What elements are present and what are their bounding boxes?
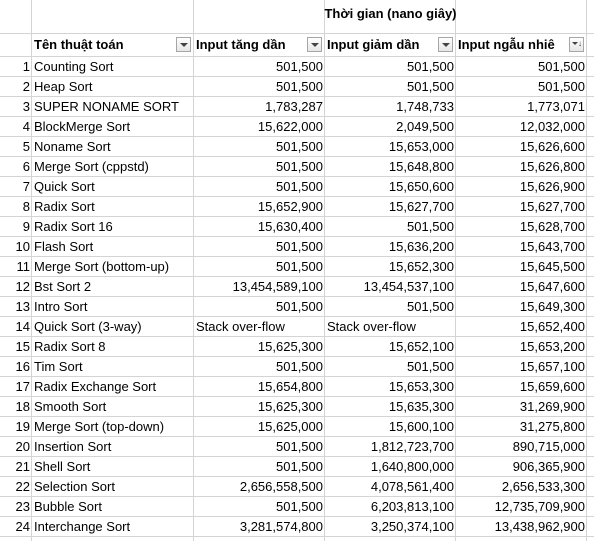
table-row	[0, 137, 594, 157]
random-time-cell[interactable]: 15,645,500	[519, 259, 585, 274]
random-time-cell[interactable]: 31,275,800	[519, 419, 585, 434]
row-number-cell[interactable]: 14	[15, 319, 30, 334]
algorithm-name-cell[interactable]: Shell Sort	[34, 459, 91, 474]
decreasing-time-cell[interactable]: 15,627,700	[388, 199, 454, 214]
algorithm-name-cell[interactable]: Radix Sort 16	[34, 219, 113, 234]
increasing-time-cell[interactable]: 15,625,300	[257, 339, 323, 354]
row-number-cell[interactable]: 8	[22, 199, 30, 214]
row-number-cell[interactable]: 3	[22, 99, 30, 114]
row-number-cell[interactable]: 11	[16, 259, 30, 274]
decreasing-time-cell[interactable]: 15,650,600	[388, 179, 454, 194]
table-row	[0, 317, 594, 337]
algorithm-name-cell[interactable]: Merge Sort (bottom-up)	[34, 259, 170, 274]
increasing-time-cell[interactable]: 501,500	[276, 239, 323, 254]
random-time-cell[interactable]: 501,500	[538, 59, 585, 74]
header-cell-algorithm[interactable]	[32, 34, 194, 56]
increasing-time-cell[interactable]: 13,454,589,100	[232, 279, 323, 294]
decreasing-time-cell[interactable]: 2,049,500	[396, 119, 454, 134]
increasing-time-cell[interactable]: 501,500	[276, 179, 323, 194]
decreasing-time-cell[interactable]: Stack over-flow	[327, 319, 416, 334]
algorithm-name-cell[interactable]: Intro Sort	[34, 299, 88, 314]
table-row	[0, 377, 594, 397]
random-time-cell[interactable]: 12,032,000	[519, 119, 585, 134]
algorithm-name-cell[interactable]: Tim Sort	[34, 359, 83, 374]
header-label-decreasing: Input giảm dần	[327, 37, 420, 52]
table-row	[0, 357, 594, 377]
random-time-cell[interactable]: 15,659,600	[519, 379, 585, 394]
table-row	[0, 497, 594, 517]
decreasing-time-cell[interactable]: 15,652,100	[388, 339, 454, 354]
table-row	[0, 197, 594, 217]
increasing-time-cell[interactable]: 15,630,400	[257, 219, 323, 234]
header-cell-decreasing[interactable]	[325, 34, 456, 56]
row-number-cell[interactable]: 19	[15, 419, 30, 434]
algorithm-name-cell[interactable]: Radix Sort 8	[34, 339, 106, 354]
decreasing-time-cell[interactable]: 1,812,723,700	[370, 439, 454, 454]
decreasing-time-cell[interactable]: 15,653,000	[388, 139, 454, 154]
table-row	[0, 277, 594, 297]
table-row	[0, 517, 594, 537]
random-time-cell[interactable]: 12,735,709,900	[494, 499, 585, 514]
decreasing-time-cell[interactable]: 15,648,800	[388, 159, 454, 174]
row-number-cell[interactable]: 5	[22, 139, 30, 154]
table-row	[0, 297, 594, 317]
decreasing-time-cell[interactable]: 1,640,800,000	[370, 459, 454, 474]
random-time-cell[interactable]: 15,649,300	[519, 299, 585, 314]
table-row	[0, 417, 594, 437]
algorithm-name-cell[interactable]: BlockMerge Sort	[34, 119, 131, 134]
row-number-cell[interactable]: 20	[15, 439, 30, 454]
algorithm-name-cell[interactable]: SUPER NONAME SORT	[34, 99, 179, 114]
random-time-cell[interactable]: 15,626,600	[519, 139, 585, 154]
algorithm-name-cell[interactable]: Bubble Sort	[34, 499, 102, 514]
decreasing-time-cell[interactable]: 15,635,300	[388, 399, 454, 414]
increasing-time-cell[interactable]: 501,500	[276, 299, 323, 314]
random-time-cell[interactable]: 15,627,700	[519, 199, 585, 214]
row-number-cell[interactable]: 4	[22, 119, 30, 134]
increasing-time-cell[interactable]: 501,500	[276, 159, 323, 174]
increasing-time-cell[interactable]: 2,656,558,500	[239, 479, 323, 494]
increasing-time-cell[interactable]: 501,500	[276, 459, 323, 474]
decreasing-time-cell[interactable]: 6,203,813,100	[370, 499, 454, 514]
random-time-cell[interactable]: 15,643,700	[519, 239, 585, 254]
table-row	[0, 237, 594, 257]
table-row	[0, 217, 594, 237]
decreasing-time-cell[interactable]: 15,600,100	[388, 419, 454, 434]
row-number-cell[interactable]: 15	[15, 339, 30, 354]
row-number-cell[interactable]: 16	[15, 359, 30, 374]
table-row	[0, 97, 594, 117]
filter-dropdown-icon[interactable]	[176, 37, 191, 52]
algorithm-name-cell[interactable]: Selection Sort	[34, 479, 115, 494]
group-title-cell[interactable]: Thời gian (nano giây)	[324, 6, 457, 21]
decreasing-time-cell[interactable]: 3,250,374,100	[370, 519, 454, 534]
algorithm-name-cell[interactable]: Merge Sort (cppstd)	[34, 159, 149, 174]
sort-filter-icon[interactable]: ↓	[569, 37, 584, 52]
row-number-cell[interactable]: 12	[15, 279, 30, 294]
row-number-cell[interactable]: 13	[15, 299, 30, 314]
table-row	[0, 477, 594, 497]
random-time-cell[interactable]: 501,500	[538, 79, 585, 94]
random-time-cell[interactable]: 15,657,100	[519, 359, 585, 374]
decreasing-time-cell[interactable]: 4,078,561,400	[370, 479, 454, 494]
algorithm-name-cell[interactable]: Interchange Sort	[34, 519, 131, 534]
increasing-time-cell[interactable]: 15,625,300	[257, 399, 323, 414]
header-cell-random[interactable]	[456, 34, 587, 56]
filter-dropdown-icon[interactable]	[307, 37, 322, 52]
random-time-cell[interactable]: 15,628,700	[519, 219, 585, 234]
row-number-cell[interactable]: 7	[22, 179, 30, 194]
algorithm-name-cell[interactable]: Counting Sort	[34, 59, 114, 74]
algorithm-name-cell[interactable]: Insertion Sort	[34, 439, 112, 454]
row-number-cell[interactable]: 22	[15, 479, 30, 494]
row-number-cell[interactable]: 18	[15, 399, 30, 414]
table-row	[0, 397, 594, 417]
algorithm-name-cell[interactable]: Heap Sort	[34, 79, 93, 94]
random-time-cell[interactable]: 890,715,000	[512, 439, 585, 454]
algorithm-name-cell[interactable]: Noname Sort	[34, 139, 111, 154]
header-cell-increasing[interactable]	[194, 34, 325, 56]
row-number-cell[interactable]: 9	[22, 219, 30, 234]
table-row	[0, 57, 594, 77]
row-number-cell[interactable]: 1	[22, 59, 30, 74]
algorithm-name-cell[interactable]: Smooth Sort	[34, 399, 107, 414]
row-number-cell[interactable]: 2	[22, 79, 30, 94]
algorithm-name-cell[interactable]: Radix Sort	[34, 199, 95, 214]
decreasing-time-cell[interactable]: 1,748,733	[396, 99, 454, 114]
increasing-time-cell[interactable]: 15,654,800	[257, 379, 323, 394]
random-time-cell[interactable]: 906,365,900	[512, 459, 585, 474]
increasing-time-cell[interactable]: 1,783,287	[265, 99, 323, 114]
increasing-time-cell[interactable]: 15,625,000	[257, 419, 323, 434]
increasing-time-cell[interactable]: 501,500	[276, 359, 323, 374]
table-row	[0, 337, 594, 357]
header-label-algorithm: Tên thuật toán	[34, 37, 124, 52]
random-time-cell[interactable]: 1,773,071	[527, 99, 585, 114]
decreasing-time-cell[interactable]: 15,653,300	[388, 379, 454, 394]
increasing-time-cell[interactable]: 501,500	[276, 59, 323, 74]
algorithm-name-cell[interactable]: Flash Sort	[34, 239, 94, 254]
increasing-time-cell[interactable]: 15,652,900	[257, 199, 323, 214]
random-time-cell[interactable]: 15,652,400	[519, 319, 585, 334]
random-time-cell[interactable]: 13,438,962,900	[494, 519, 585, 534]
filter-dropdown-icon[interactable]	[438, 37, 453, 52]
table-row	[0, 177, 594, 197]
row-number-cell[interactable]: 21	[15, 459, 30, 474]
decreasing-time-cell[interactable]: 501,500	[407, 299, 454, 314]
random-time-cell[interactable]: 15,653,200	[519, 339, 585, 354]
increasing-time-cell[interactable]: 501,500	[276, 139, 323, 154]
decreasing-time-cell[interactable]: 501,500	[407, 59, 454, 74]
decreasing-time-cell[interactable]: 501,500	[407, 79, 454, 94]
random-time-cell[interactable]: 15,626,900	[519, 179, 585, 194]
increasing-time-cell[interactable]: 501,500	[276, 79, 323, 94]
row-number-cell[interactable]: 6	[22, 159, 30, 174]
increasing-time-cell[interactable]: 501,500	[276, 499, 323, 514]
header-label-random: Input ngẫu nhiê	[458, 37, 555, 52]
decreasing-time-cell[interactable]: 501,500	[407, 219, 454, 234]
table-row	[0, 457, 594, 477]
algorithm-name-cell[interactable]: Radix Exchange Sort	[34, 379, 157, 394]
algorithm-name-cell[interactable]: Quick Sort	[34, 179, 95, 194]
header-label-increasing: Input tăng dần	[196, 37, 286, 52]
decreasing-time-cell[interactable]: 501,500	[407, 359, 454, 374]
algorithm-name-cell[interactable]: Quick Sort (3-way)	[34, 319, 142, 334]
algorithm-name-cell[interactable]: Merge Sort (top-down)	[34, 419, 165, 434]
decreasing-time-cell[interactable]: 15,652,300	[388, 259, 454, 274]
decreasing-time-cell[interactable]: 13,454,537,100	[363, 279, 454, 294]
row-number-cell[interactable]: 23	[15, 499, 30, 514]
table-row	[0, 77, 594, 97]
increasing-time-cell[interactable]: 501,500	[276, 439, 323, 454]
table-row	[0, 257, 594, 277]
row-number-cell[interactable]: 10	[15, 239, 30, 254]
random-time-cell[interactable]: 15,647,600	[519, 279, 585, 294]
random-time-cell[interactable]: 15,626,800	[519, 159, 585, 174]
increasing-time-cell[interactable]: 501,500	[276, 259, 323, 274]
header-row	[0, 34, 594, 56]
decreasing-time-cell[interactable]: 15,636,200	[388, 239, 454, 254]
algorithm-name-cell[interactable]: Bst Sort 2	[34, 279, 92, 294]
increasing-time-cell[interactable]: Stack over-flow	[196, 319, 285, 334]
increasing-time-cell[interactable]: 3,281,574,800	[239, 519, 323, 534]
random-time-cell[interactable]: 31,269,900	[519, 399, 585, 414]
random-time-cell[interactable]: 2,656,533,300	[501, 479, 585, 494]
table-row	[0, 117, 594, 137]
increasing-time-cell[interactable]: 15,622,000	[257, 119, 323, 134]
table-row	[0, 157, 594, 177]
table-row	[0, 437, 594, 457]
row-number-cell[interactable]: 24	[15, 519, 30, 534]
row-number-cell[interactable]: 17	[15, 379, 30, 394]
